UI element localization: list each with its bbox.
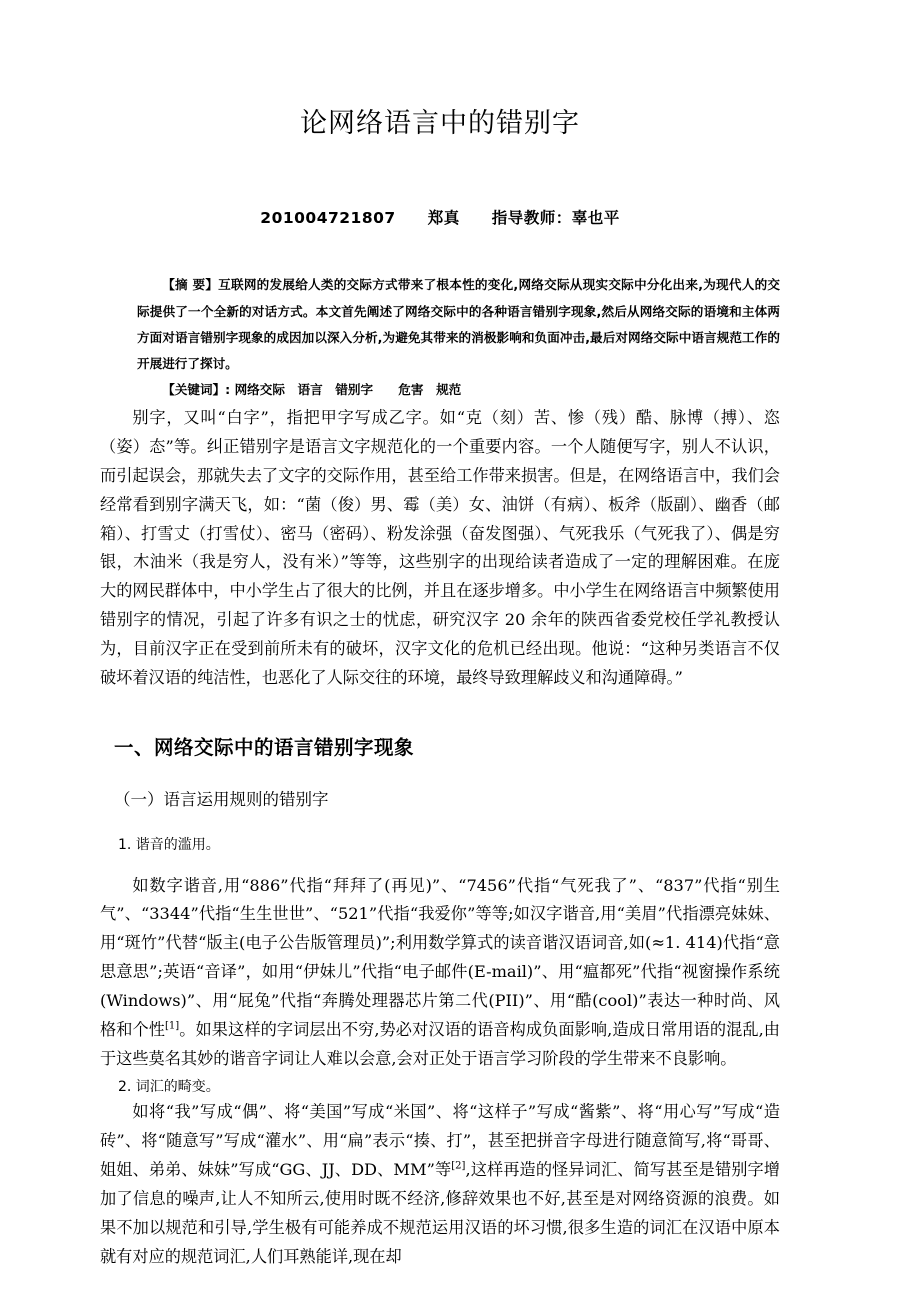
section-item-paragraph-1 [100, 856, 780, 1074]
abstract-block [100, 272, 780, 402]
page-title: 论网络语言中的错别字 [300, 108, 580, 139]
intro-paragraph: 别字，又叫“白字”，指把甲字写成乙字。如“克（刻）苦、惨（残）酷、脉博（搏）、恣（姿）态”等。纠正错别字是语言文字规范化的一个重要内容。一个人随便写字，别人不认识，而引起误会，那就失去了文字的交际作用，甚至给工作带来损害。但是，在网络语言中，我们会经常看到别字满天飞，如：“菌（俊）男、霉（美）女、油饼（有病）、板斧（版副）、幽香（邮箱）、打雪丈（打雪仗）、密马（密码）、粉发涂强（奋发图强）、气死我乐（气死我了）、偶是穷银，木油米（我是穷人，没有米）”等等，这些别字的出现给读者造成了一定的理解困难。在庞大的网民群体中，中小学生占了很大的比例，并且在逐步增多。中小学生在网络语言中频繁使用错别字的情况，引起了许多有识之士的忧虑，研究汉字 20 余年的陕西省委党校任学礼教授认为，目前汉字正在受到前所未有的破坏，汉字文化的危机已经出现。他说：“这种另类语言不仅破坏着汉语的纯洁性，也恶化了人际交往的环境，最终导致理解歧义和沟通障碍。” [100, 408, 780, 687]
footnote-marker-2: [2] [451, 1160, 466, 1172]
section-heading-2: （一）语言运用规则的错别字 [114, 789, 329, 809]
author-byline: 201004721807 郑真 指导教师：辜也平 [260, 209, 620, 228]
paragraph-text-post: ,这样再造的怪异词汇、简写甚至是错别字增加了信息的噪声,让人不知所云,使用时既不经济,修辞效果也不好,甚至是对网络资源的浪费。如果不加以规范和引导,学生极有可能养成不规范运用汉语的坏习惯,很多生造的词汇在汉语中原本就有对应的规范词汇,人们耳熟能详,现在却 [100, 1160, 780, 1266]
section-item-label-2: 2. 词汇的畸变。 [118, 1079, 220, 1096]
footnote-marker-1: [1] [165, 1020, 180, 1032]
paragraph-text-pre: 如将“我”写成“偶”、将“美国”写成“米国”、将“这样子”写成“酱紫”、将“用心写”写成“造砖”、将“随意写”写成“灌水”、用“扁”表示“揍、打”，甚至把拼音字母进行随意简写,将“哥哥、姐姐、弟弟、妹妹”写成“GG、JJ、DD、MM”等 [100, 1102, 780, 1180]
paragraph-text-pre: 如数字谐音,用“886”代指“拜拜了(再见)”、“7456”代指“气死我了”、“837”代指“别生气”、“3344”代指“生生世世”、“521”代指“我爱你”等等;如汉字谐音,用“美眉”代指漂亮妹妹、用“斑竹”代替“版主(电子公告版管理员)”;利用数学算式的读音谐汉语词音,如(≈1. 414)代指“意思意思”;英语“音译”，如用“伊妹儿”代指“电子邮件(E-mail)”、用“瘟都死”代指“视窗操作系统(Windows)”、用“屁兔”代指“奔腾处理器芯片第二代(PII)”、用“酷(cool)”表达一种时尚、风格和个性 [100, 875, 780, 1039]
section-item-label-1: 1. 谐音的滥用。 [118, 836, 220, 853]
paragraph-text-post: 。如果这样的字词层出不穷,势必对汉语的语音构成负面影响,造成日常用语的混乱,由于这些莫名其妙的谐音字词让人难以会意,会对正处于语言学习阶段的学生带来不良影响。 [100, 1019, 780, 1068]
section-item-paragraph-2 [100, 1098, 780, 1271]
keywords-text: 【关键词】: 网络交际 语言 错别字 危害 规范 [162, 382, 462, 398]
section-heading-1: 一、网络交际中的语言错别字现象 [114, 735, 415, 759]
abstract-text: 【摘 要】互联网的发展给人类的交际方式带来了根本性的变化,网络交际从现实交际中分化出来,为现代人的交际提供了一个全新的对话方式。本文首先阐述了网络交际中的各种语言错别字现象,然后从网络交际的语境和主体两方面对语言错别字现象的成因加以深入分析,为避免其带来的消极影响和负面冲击,最后对网络交际中语言规范工作的开展进行了探讨。 [137, 277, 780, 371]
